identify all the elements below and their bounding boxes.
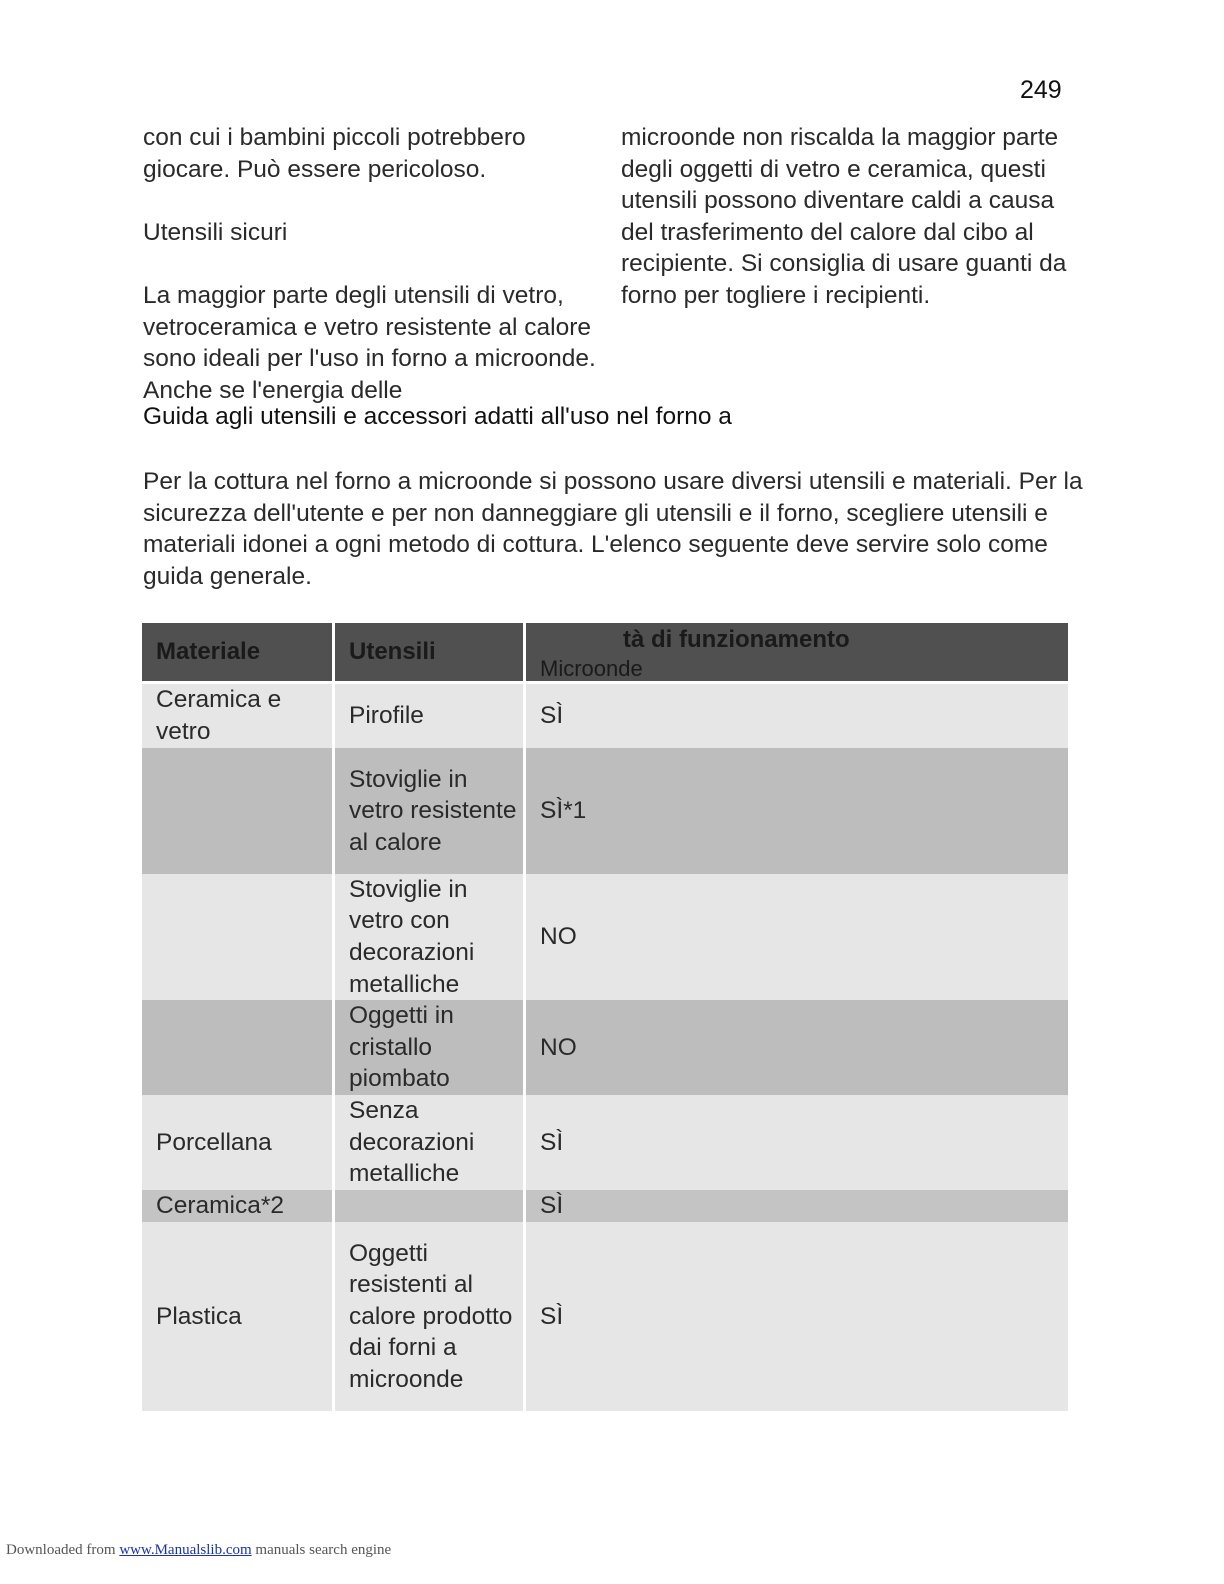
cell-microwave: SÌ xyxy=(526,1095,1068,1190)
cell-utensil xyxy=(335,1190,523,1222)
page-number: 249 xyxy=(1020,76,1062,104)
header-material: Materiale xyxy=(142,623,332,681)
table-row xyxy=(142,874,1068,1000)
right-column xyxy=(621,122,1081,312)
cell-material: Porcellana xyxy=(142,1095,332,1190)
cell-material: Plastica xyxy=(142,1222,332,1411)
left-heading: Utensili sicuri xyxy=(143,218,288,246)
table-header-row xyxy=(142,623,1068,681)
cell-utensil: Stoviglie in vetro con decorazioni metalliche xyxy=(335,874,523,1000)
cell-utensil: Oggetti resistenti al calore prodotto dai forni a microonde xyxy=(335,1222,523,1411)
table-row xyxy=(142,1222,1068,1411)
section-title: Guida agli utensili e accessori adatti all'uso nel forno a xyxy=(143,403,732,430)
left-column xyxy=(143,122,603,406)
download-footer xyxy=(6,1542,391,1559)
header-mode-title: tà di funzionamento xyxy=(623,626,850,653)
cell-material xyxy=(142,1000,332,1095)
cell-utensil: Oggetti in cristallo piombato xyxy=(335,1000,523,1095)
cell-microwave: SÌ*1 xyxy=(526,748,1068,874)
cell-utensil: Senza decorazioni metalliche xyxy=(335,1095,523,1190)
cell-microwave: SÌ xyxy=(526,684,1068,748)
footer-prefix: Downloaded from xyxy=(6,1542,116,1558)
cell-material: Ceramica*2 xyxy=(142,1190,332,1222)
left-paragraph-2: La maggior parte degli utensili di vetro, vetroceramica e vetro resistente al calore sono ideali per l'uso in forno a microonde. Anche se l'energia delle xyxy=(143,281,596,404)
cell-utensil: Stoviglie in vetro resistente al calore xyxy=(335,748,523,874)
header-mode xyxy=(526,623,1068,681)
cell-microwave: NO xyxy=(526,1000,1068,1095)
cell-material: Ceramica e vetro xyxy=(142,684,332,748)
cell-material xyxy=(142,874,332,1000)
cell-utensil: Pirofile xyxy=(335,684,523,748)
footer-suffix: manuals search engine xyxy=(255,1542,392,1558)
utensils-table xyxy=(142,623,1068,1411)
table-row xyxy=(142,748,1068,874)
intro-paragraph: Per la cottura nel forno a microonde si possono usare diversi utensili e materiali. Per la sicurezza dell'utente e per non danneggiare gli utensili e il forno, scegliere utensili e materiali idonei a ogni metodo di cottura. L'elenco seguente deve servire solo come guida generale. xyxy=(143,468,1083,590)
cell-microwave: SÌ xyxy=(526,1222,1068,1411)
cell-material xyxy=(142,748,332,874)
manualslib-link[interactable]: www.Manualslib.com xyxy=(119,1542,252,1558)
table-row xyxy=(142,1190,1068,1222)
table-row xyxy=(142,1000,1068,1095)
right-paragraph-1: microonde non riscalda la maggior parte degli oggetti di vetro e ceramica, questi utensili possono diventare caldi a causa del trasferimento del calore dal cibo al recipiente. Si consiglia di usare guanti da forno per togliere i recipienti. xyxy=(621,124,1067,309)
table-row xyxy=(142,684,1068,748)
table-row xyxy=(142,1095,1068,1190)
left-paragraph-1: con cui i bambini piccoli potrebbero giocare. Può essere pericoloso. xyxy=(143,124,526,183)
header-utensils: Utensili xyxy=(335,623,523,681)
header-mode-microwave: Microonde xyxy=(540,656,643,681)
cell-microwave: NO xyxy=(526,874,1068,1000)
cell-microwave: SÌ xyxy=(526,1190,1068,1222)
